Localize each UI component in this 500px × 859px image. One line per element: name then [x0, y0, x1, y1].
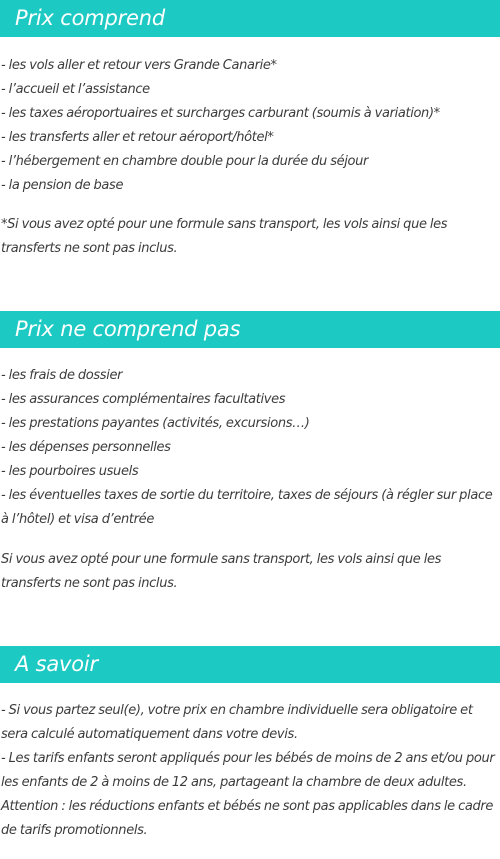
list-item: - les dépenses personnelles: [1, 440, 171, 455]
note-line: *Si vous avez opté pour une formule sans transport, les vols ainsi que les: [1, 217, 448, 232]
info-line: de tarifs promotionnels.: [1, 823, 148, 838]
section-header-a-savoir: [0, 646, 500, 683]
list-item: - les prestations payantes (activités, excursions…): [1, 416, 310, 431]
list-item-continuation: à l’hôtel) et visa d’entrée: [1, 512, 154, 527]
excluded-note: [1, 548, 499, 596]
note-line: Si vous avez opté pour une formule sans transport, les vols ainsi que les: [1, 552, 442, 567]
included-note: [1, 213, 499, 261]
section-title: Prix comprend: [15, 6, 166, 30]
section-title: Prix ne comprend pas: [15, 317, 241, 341]
list-item: - l’hébergement en chambre double pour la durée du séjour: [1, 154, 369, 169]
list-item: - l’accueil et l’assistance: [1, 82, 150, 97]
info-line: - Les tarifs enfants seront appliqués pour les bébés de moins de 2 ans et/ou pour: [1, 751, 495, 766]
list-item: - les assurances complémentaires facultatives: [1, 392, 286, 407]
list-item: - les frais de dossier: [1, 368, 123, 383]
info-line: Attention : les réductions enfants et bébés ne sont pas applicables dans le cadre: [1, 799, 494, 814]
note-line: transferts ne sont pas inclus.: [1, 576, 178, 591]
info-line: les enfants de 2 à moins de 12 ans, partageant la chambre de deux adultes.: [1, 775, 467, 790]
list-item: - les vols aller et retour vers Grande Canarie*: [1, 58, 277, 73]
section-header-prix-comprend: [0, 0, 500, 37]
info-line: - Si vous partez seul(e), votre prix en chambre individuelle sera obligatoire et: [1, 703, 473, 718]
list-item: - les éventuelles taxes de sortie du territoire, taxes de séjours (à régler sur place: [1, 488, 493, 503]
list-item: - la pension de base: [1, 178, 124, 193]
list-item: - les pourboires usuels: [1, 464, 139, 479]
list-item: - les taxes aéroportuaires et surcharges carburant (soumis à variation)*: [1, 106, 440, 121]
list-item: - les transferts aller et retour aéroport/hôtel*: [1, 130, 274, 145]
excluded-list: [1, 364, 499, 532]
info-line: sera calculé automatiquement dans votre devis.: [1, 727, 298, 742]
included-list: [1, 54, 499, 198]
section-title: A savoir: [15, 652, 98, 676]
section-header-prix-ne-comprend-pas: [0, 311, 500, 348]
good-to-know-text: [1, 699, 499, 843]
note-line: transferts ne sont pas inclus.: [1, 241, 178, 256]
